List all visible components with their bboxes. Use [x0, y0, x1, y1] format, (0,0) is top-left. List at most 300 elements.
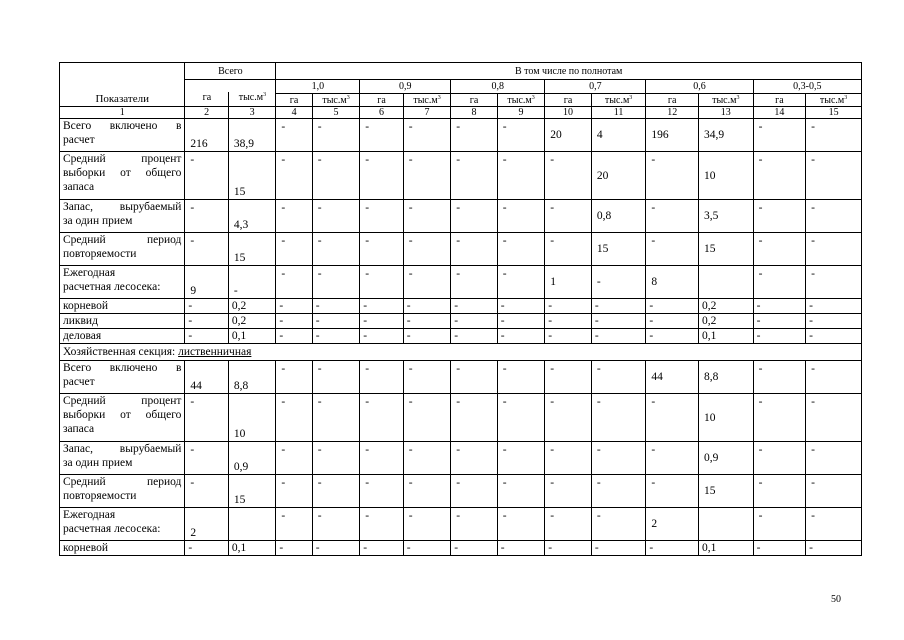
- cell-value: -: [456, 154, 461, 166]
- data-cell: [806, 233, 862, 266]
- cell-value: -: [408, 396, 413, 408]
- header-ga: [360, 94, 403, 107]
- data-cell: [646, 314, 699, 329]
- data-cell: [753, 119, 806, 152]
- data-cell: [497, 119, 545, 152]
- row-label-line: за один прием: [63, 457, 133, 469]
- data-cell: [360, 233, 403, 266]
- row-label-line: выборки от общего: [63, 167, 182, 179]
- cell-text: -: [315, 330, 320, 342]
- row-label-line: Всего включено в: [63, 362, 182, 374]
- header-polnota-5: [753, 80, 861, 94]
- cell-value: -: [317, 121, 322, 133]
- cell-value: -: [365, 444, 370, 456]
- header-tys-m: [591, 94, 646, 107]
- cell-value: -: [365, 235, 370, 247]
- row-label: [60, 200, 185, 233]
- cell-text: 0,9: [399, 81, 412, 92]
- data-cell: [545, 361, 592, 394]
- data-cell: [403, 200, 451, 233]
- data-cell: [185, 508, 228, 541]
- cell-text: -: [649, 300, 654, 312]
- cell-value: 3,5: [703, 210, 719, 222]
- cell-text: корневой: [63, 300, 109, 312]
- data-cell: [451, 508, 498, 541]
- data-cell: [698, 200, 753, 233]
- cell-text: -: [363, 330, 368, 342]
- cell-value: -: [190, 202, 195, 214]
- cell-value: -: [550, 363, 555, 375]
- cell-value: -: [758, 477, 763, 489]
- data-cell: [591, 200, 646, 233]
- data-cell: [451, 541, 498, 556]
- cell-value: -: [408, 363, 413, 375]
- cell-text: 12: [667, 107, 678, 118]
- cell-value: 34,9: [703, 129, 725, 141]
- cell-value: -: [502, 121, 507, 133]
- cell-value: -: [317, 268, 322, 280]
- data-cell: [451, 266, 498, 299]
- data-cell: [185, 266, 228, 299]
- cell-value: -: [811, 121, 815, 133]
- cell-text: -: [809, 300, 813, 312]
- data-cell: [276, 475, 312, 508]
- data-cell: [360, 119, 403, 152]
- data-cell: [312, 329, 360, 344]
- data-cell: [806, 508, 862, 541]
- cell-text: 5: [333, 107, 339, 118]
- header-v-tom-chisle: В том числе по полнотам: [276, 63, 862, 80]
- data-cell: [497, 314, 545, 329]
- cell-text: -: [500, 315, 505, 327]
- table-row: [60, 152, 862, 200]
- cell-value: -: [317, 154, 322, 166]
- cell-value: -: [811, 154, 815, 166]
- data-cell: [698, 233, 753, 266]
- data-cell: [806, 361, 862, 394]
- cell-text: 9: [518, 107, 524, 118]
- data-cell: [753, 508, 806, 541]
- cell-value: 10: [703, 411, 716, 424]
- data-cell: [497, 361, 545, 394]
- cell-value: -: [317, 363, 322, 375]
- row-label-line: запаса: [63, 423, 95, 435]
- cell-value: -: [190, 235, 195, 247]
- data-cell: [591, 233, 646, 266]
- row-label: [60, 299, 185, 314]
- table-row: [60, 394, 862, 442]
- column-number: [591, 107, 646, 119]
- cell-value: -: [456, 121, 461, 133]
- cell-text: -: [363, 542, 368, 554]
- cell-value: 2: [651, 518, 658, 530]
- cell-text: 0,8: [491, 81, 505, 92]
- cell-text: -: [500, 300, 505, 312]
- cell-text: -: [454, 330, 459, 342]
- header-polnota-0: [276, 80, 360, 94]
- cell-value: -: [317, 235, 322, 247]
- data-cell: [591, 329, 646, 344]
- cell-value: -: [811, 235, 815, 247]
- row-label-line: запаса: [63, 181, 95, 193]
- cell-value: 38,9: [233, 138, 254, 150]
- cell-value: -: [758, 202, 763, 214]
- cell-value: -: [190, 477, 195, 489]
- row-label-line: Средний процент: [63, 153, 182, 165]
- cell-value: -: [408, 121, 413, 133]
- header-polnota-1: [360, 80, 451, 94]
- cell-text: -: [188, 300, 193, 312]
- data-cell: [497, 200, 545, 233]
- cell-text: 14: [774, 107, 785, 118]
- cell-text: -: [809, 542, 813, 554]
- data-cell: [228, 152, 276, 200]
- data-cell: [753, 394, 806, 442]
- cell-text: -: [756, 542, 761, 554]
- cell-value: 20: [596, 169, 609, 182]
- data-cell: [698, 394, 753, 442]
- data-cell: [312, 394, 360, 442]
- data-cell: [276, 361, 312, 394]
- superscript-3: 3: [629, 94, 633, 101]
- header-polnota-2: [451, 80, 545, 94]
- cell-value: -: [758, 268, 763, 280]
- cell-value: -: [502, 396, 507, 408]
- superscript-3: 3: [346, 94, 350, 101]
- data-cell: [753, 200, 806, 233]
- header-tys-m: [312, 94, 360, 107]
- data-cell: [646, 152, 699, 200]
- data-cell: [753, 299, 806, 314]
- cell-text: -: [756, 315, 761, 327]
- data-cell: [403, 119, 451, 152]
- data-cell: [228, 475, 276, 508]
- cell-text: -: [363, 300, 368, 312]
- data-cell: [312, 361, 360, 394]
- data-cell: [806, 152, 862, 200]
- data-cell: [276, 329, 312, 344]
- cell-value: -: [408, 510, 413, 522]
- data-cell: [360, 314, 403, 329]
- cell-value: 44: [190, 380, 202, 392]
- cell-value: -: [456, 444, 461, 456]
- data-cell: [698, 119, 753, 152]
- cell-value: 20: [550, 129, 562, 141]
- data-cell: [497, 152, 545, 200]
- header-tys-m: $тыс.м^3$: [228, 92, 275, 106]
- data-cell: [403, 475, 451, 508]
- data-cell: [753, 152, 806, 200]
- data-cell: [646, 119, 699, 152]
- data-cell: [698, 475, 753, 508]
- cell-value: -: [758, 510, 763, 522]
- cell-value: -: [651, 396, 656, 408]
- data-cell: [545, 152, 592, 200]
- row-label: [60, 442, 185, 475]
- cell-value: -: [502, 363, 507, 375]
- data-cell: [360, 508, 403, 541]
- data-cell: [403, 233, 451, 266]
- data-cell: [497, 475, 545, 508]
- data-cell: [806, 299, 862, 314]
- data-cell: [451, 200, 498, 233]
- cell-value: -: [596, 510, 601, 522]
- data-cell: [451, 299, 498, 314]
- row-label-line: расчет: [63, 376, 95, 388]
- cell-value: -: [758, 154, 763, 166]
- data-cell: [497, 394, 545, 442]
- data-cell: [276, 299, 312, 314]
- data-cell: [698, 329, 753, 344]
- cell-text: тыс.м: [507, 94, 532, 106]
- data-cell: [276, 394, 312, 442]
- cell-value: -: [550, 235, 555, 247]
- data-cell: [276, 442, 312, 475]
- data-cell: [228, 394, 276, 442]
- cell-text: -: [279, 315, 284, 327]
- header-pokazateli: Показатели: [60, 63, 185, 107]
- data-cell: [312, 266, 360, 299]
- cell-value: 9: [190, 285, 197, 297]
- data-cell: [806, 119, 862, 152]
- data-cell: [360, 394, 403, 442]
- row-label: [60, 475, 185, 508]
- cell-text: -: [548, 542, 553, 554]
- cell-value: -: [456, 510, 461, 522]
- data-cell: [753, 475, 806, 508]
- cell-text: тыс.м: [819, 94, 845, 106]
- cell-text: 10: [563, 107, 574, 118]
- cell-value: -: [758, 121, 763, 133]
- data-cell: [545, 394, 592, 442]
- cell-value: -: [408, 477, 413, 489]
- cell-text: -: [649, 542, 654, 554]
- cell-value: 15: [233, 252, 246, 264]
- data-cell: [451, 233, 498, 266]
- data-cell: [403, 152, 451, 200]
- data-cell: [312, 314, 360, 329]
- row-label-line: повторяемости: [63, 248, 137, 260]
- column-number: [403, 107, 451, 119]
- cell-value: -: [456, 268, 461, 280]
- cell-text: 0,3-0,5: [793, 81, 822, 92]
- cell-text: -: [500, 542, 505, 554]
- cell-value: -: [811, 477, 815, 489]
- data-cell: [360, 442, 403, 475]
- forest-calc-table: [59, 62, 862, 556]
- data-cell: [646, 394, 699, 442]
- data-cell: [276, 508, 312, 541]
- data-cell: [312, 200, 360, 233]
- column-number: [360, 107, 403, 119]
- cell-text: ликвид: [63, 315, 98, 327]
- column-number: [545, 107, 592, 119]
- data-cell: [545, 475, 592, 508]
- data-cell: [228, 200, 276, 233]
- data-cell: [185, 233, 228, 266]
- data-cell: [591, 299, 646, 314]
- data-cell: [545, 200, 592, 233]
- column-number: [312, 107, 360, 119]
- cell-value: -: [596, 396, 601, 408]
- table-row: [60, 541, 862, 556]
- cell-text: тыс.м: [712, 94, 737, 106]
- header-ga: [276, 94, 312, 107]
- cell-value: -: [281, 477, 286, 489]
- cell-text: га: [377, 94, 386, 106]
- data-cell: [698, 541, 753, 556]
- cell-value: 15: [233, 494, 246, 506]
- data-cell: [806, 329, 862, 344]
- data-cell: [753, 266, 806, 299]
- cell-value: -: [317, 202, 322, 214]
- cell-text: -: [406, 330, 411, 342]
- data-cell: [646, 200, 699, 233]
- data-cell: [403, 508, 451, 541]
- cell-value: -: [811, 363, 815, 375]
- data-cell: [228, 314, 276, 329]
- data-cell: [591, 266, 646, 299]
- cell-text: -: [363, 315, 368, 327]
- data-cell: [497, 442, 545, 475]
- data-cell: [276, 200, 312, 233]
- cell-value: 10: [703, 169, 716, 182]
- row-label-line: Средний период: [63, 476, 182, 488]
- column-number: [185, 107, 228, 119]
- data-cell: [545, 508, 592, 541]
- table-row: [60, 475, 862, 508]
- cell-value: -: [281, 510, 286, 522]
- row-label: [60, 508, 185, 541]
- cell-text: -: [406, 542, 411, 554]
- cell-text: -: [406, 315, 411, 327]
- cell-value: -: [811, 202, 815, 214]
- data-cell: [591, 508, 646, 541]
- data-cell: [698, 508, 753, 541]
- cell-text: -: [756, 300, 761, 312]
- header-ga: [451, 94, 498, 107]
- superscript-3: 3: [437, 94, 441, 101]
- data-cell: [185, 299, 228, 314]
- data-cell: [591, 361, 646, 394]
- cell-text: тыс.м: [322, 94, 347, 106]
- cell-value: -: [190, 444, 195, 456]
- data-cell: [806, 200, 862, 233]
- cell-text: тыс.м: [413, 94, 438, 106]
- cell-value: -: [651, 477, 656, 489]
- cell-text: -: [315, 300, 320, 312]
- cell-value: -: [502, 235, 507, 247]
- data-cell: [228, 119, 276, 152]
- cell-value: 4,3: [233, 219, 249, 231]
- column-number: [228, 107, 276, 119]
- cell-text: 7: [424, 107, 430, 118]
- cell-text: 0,1: [701, 542, 717, 554]
- cell-text: -: [809, 315, 813, 327]
- cell-value: 0,9: [703, 452, 719, 464]
- row-label: [60, 314, 185, 329]
- cell-value: -: [408, 268, 413, 280]
- data-cell: [646, 233, 699, 266]
- table-row: [60, 266, 862, 299]
- cell-value: -: [550, 396, 555, 408]
- cell-value: -: [811, 396, 815, 408]
- cell-text: 15: [828, 107, 839, 118]
- header-tys-m: [497, 94, 545, 107]
- column-number: [753, 107, 806, 119]
- section-title: [60, 344, 862, 361]
- data-cell: [451, 119, 498, 152]
- cell-text: 8: [471, 107, 477, 118]
- data-cell: [646, 442, 699, 475]
- row-label-line: Ежегодная: [63, 267, 116, 279]
- data-cell: [698, 361, 753, 394]
- cell-value: 15: [596, 243, 609, 255]
- section-name: лиственничная: [178, 346, 252, 358]
- cell-value: -: [758, 363, 763, 375]
- data-cell: [545, 442, 592, 475]
- cell-value: -: [651, 202, 656, 214]
- cell-value: -: [365, 154, 370, 166]
- data-cell: [698, 314, 753, 329]
- cell-text: -: [756, 330, 761, 342]
- cell-value: 8,8: [233, 380, 249, 392]
- cell-text: -: [279, 300, 284, 312]
- cell-value: -: [651, 154, 656, 166]
- data-cell: [545, 266, 592, 299]
- data-cell: [806, 541, 862, 556]
- data-cell: [753, 329, 806, 344]
- cell-text: -: [548, 300, 553, 312]
- data-cell: [646, 475, 699, 508]
- data-cell: [497, 299, 545, 314]
- data-cell: [451, 314, 498, 329]
- cell-value: 0,8: [596, 210, 612, 222]
- column-number: [276, 107, 312, 119]
- row-label-line: Всего включено в: [63, 120, 182, 132]
- cell-value: -: [456, 396, 461, 408]
- cell-value: -: [456, 235, 461, 247]
- table-row: [60, 299, 862, 314]
- cell-value: 2: [190, 527, 197, 539]
- data-cell: [753, 541, 806, 556]
- cell-value: -: [281, 235, 286, 247]
- cell-text: -: [548, 330, 553, 342]
- data-cell: [591, 314, 646, 329]
- data-cell: [806, 475, 862, 508]
- data-cell: [403, 541, 451, 556]
- cell-value: 8: [651, 276, 658, 288]
- cell-value: -: [190, 154, 195, 166]
- row-label-line: за один прием: [63, 215, 133, 227]
- cell-value: 1: [550, 276, 557, 288]
- superscript-3: 3: [736, 94, 740, 101]
- cell-value: -: [365, 363, 370, 375]
- data-cell: [545, 329, 592, 344]
- cell-text: -: [279, 542, 284, 554]
- data-cell: [228, 233, 276, 266]
- cell-value: -: [758, 235, 763, 247]
- data-cell: [360, 200, 403, 233]
- data-cell: [646, 299, 699, 314]
- data-cell: [497, 266, 545, 299]
- data-cell: [228, 361, 276, 394]
- data-cell: [403, 329, 451, 344]
- cell-value: -: [456, 202, 461, 214]
- data-cell: [403, 299, 451, 314]
- cell-text: 11: [613, 107, 624, 118]
- table-row: [60, 119, 862, 152]
